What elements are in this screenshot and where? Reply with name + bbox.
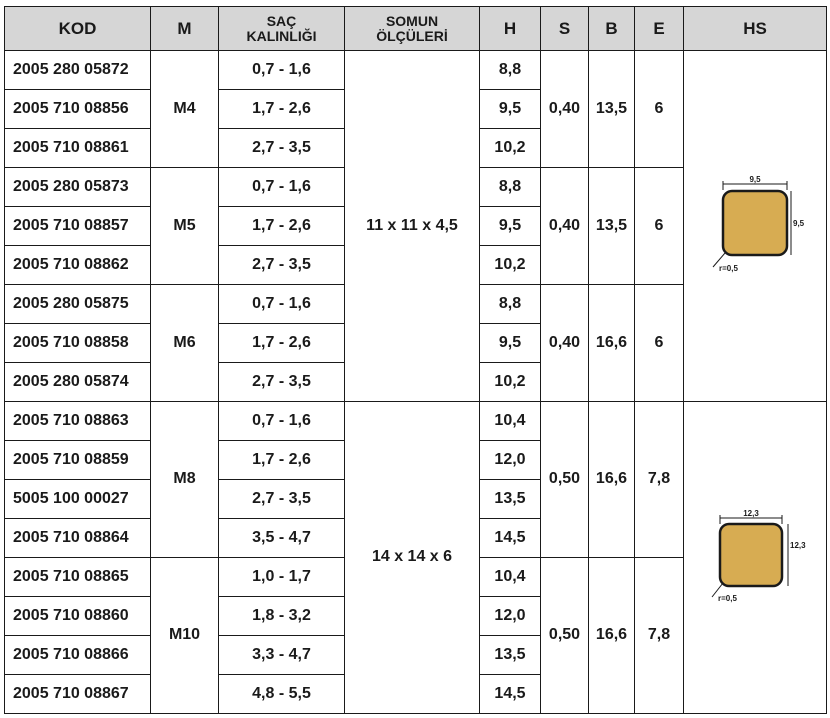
h-cell: 14,5 (480, 675, 541, 714)
hs-cell (684, 51, 827, 402)
e-cell: 7,8 (635, 558, 684, 714)
header-kod: KOD (5, 7, 151, 51)
hs-profile-large-figure (706, 508, 806, 605)
m-cell: M6 (151, 285, 219, 402)
kod-cell: 2005 710 08867 (5, 675, 151, 714)
sac-cell: 1,7 - 2,6 (219, 90, 345, 129)
hs-small-nut-square (723, 191, 787, 255)
h-cell: 10,2 (480, 363, 541, 402)
header-somun-line1: SOMUN (385, 12, 439, 29)
b-cell: 13,5 (589, 168, 635, 285)
kod-cell: 2005 710 08864 (5, 519, 151, 558)
header-hs: HS (684, 7, 827, 51)
b-cell: 16,6 (589, 285, 635, 402)
hs-small-height-label: 9,5 (793, 219, 805, 228)
b-cell: 16,6 (589, 402, 635, 558)
h-cell: 8,8 (480, 285, 541, 324)
hs-large-radius-label: r=0,5 (718, 593, 737, 603)
header-sac-line2: KALINLIĞI (246, 27, 317, 44)
header-row (5, 7, 827, 51)
sac-cell: 0,7 - 1,6 (219, 402, 345, 441)
kod-cell: 2005 710 08866 (5, 636, 151, 675)
kod-cell: 2005 710 08859 (5, 441, 151, 480)
kod-cell: 2005 710 08865 (5, 558, 151, 597)
somun-cell: 14 x 14 x 6 (345, 402, 480, 714)
header-sac-line1: SAÇ (266, 12, 297, 29)
hs-large-width-label: 12,3 (743, 508, 759, 518)
header-somun-line2: ÖLÇÜLERİ (376, 27, 448, 44)
kod-cell: 2005 710 08862 (5, 246, 151, 285)
sac-cell: 1,8 - 3,2 (219, 597, 345, 636)
m-cell: M4 (151, 51, 219, 168)
kod-cell: 2005 710 08858 (5, 324, 151, 363)
h-cell: 10,2 (480, 129, 541, 168)
e-cell: 6 (635, 285, 684, 402)
kod-cell: 2005 710 08860 (5, 597, 151, 636)
b-cell: 13,5 (589, 51, 635, 168)
hs-small-radius-label: r=0,5 (719, 264, 738, 273)
h-cell: 10,2 (480, 246, 541, 285)
sac-cell: 1,0 - 1,7 (219, 558, 345, 597)
e-cell: 7,8 (635, 402, 684, 558)
h-cell: 12,0 (480, 441, 541, 480)
kod-cell: 2005 280 05874 (5, 363, 151, 402)
header-somun-olculeri (345, 7, 480, 51)
header-m: M (151, 7, 219, 51)
h-cell: 9,5 (480, 324, 541, 363)
h-cell: 8,8 (480, 51, 541, 90)
s-cell: 0,50 (541, 558, 589, 714)
s-cell: 0,50 (541, 402, 589, 558)
kod-cell: 2005 710 08863 (5, 402, 151, 441)
kod-cell: 2005 710 08861 (5, 129, 151, 168)
b-cell: 16,6 (589, 558, 635, 714)
h-cell: 12,0 (480, 597, 541, 636)
kod-cell: 2005 710 08856 (5, 90, 151, 129)
sac-cell: 2,7 - 3,5 (219, 363, 345, 402)
header-b: B (589, 7, 635, 51)
header-sac-kalinligi (219, 7, 345, 51)
s-cell: 0,40 (541, 168, 589, 285)
table-row (5, 51, 827, 90)
sac-cell: 1,7 - 2,6 (219, 207, 345, 246)
s-cell: 0,40 (541, 51, 589, 168)
h-cell: 13,5 (480, 636, 541, 675)
s-cell: 0,40 (541, 285, 589, 402)
header-s: S (541, 7, 589, 51)
kod-cell: 2005 280 05875 (5, 285, 151, 324)
hs-cell (684, 402, 827, 714)
hs-large-nut-square (720, 524, 782, 586)
h-cell: 14,5 (480, 519, 541, 558)
h-cell: 8,8 (480, 168, 541, 207)
sac-cell: 3,5 - 4,7 (219, 519, 345, 558)
sac-cell: 1,7 - 2,6 (219, 441, 345, 480)
table-row (5, 402, 827, 441)
h-cell: 13,5 (480, 480, 541, 519)
kod-cell: 2005 280 05873 (5, 168, 151, 207)
hs-large-height-label: 12,3 (790, 540, 806, 550)
e-cell: 6 (635, 168, 684, 285)
sac-cell: 0,7 - 1,6 (219, 285, 345, 324)
h-cell: 9,5 (480, 207, 541, 246)
sac-cell: 3,3 - 4,7 (219, 636, 345, 675)
sac-cell: 4,8 - 5,5 (219, 675, 345, 714)
h-cell: 10,4 (480, 558, 541, 597)
sac-cell: 0,7 - 1,6 (219, 168, 345, 207)
m-cell: M5 (151, 168, 219, 285)
kod-cell: 5005 100 00027 (5, 480, 151, 519)
spec-table (4, 6, 827, 714)
header-e: E (635, 7, 684, 51)
h-cell: 10,4 (480, 402, 541, 441)
sac-cell: 2,7 - 3,5 (219, 129, 345, 168)
sac-cell: 0,7 - 1,6 (219, 51, 345, 90)
kod-cell: 2005 710 08857 (5, 207, 151, 246)
e-cell: 6 (635, 51, 684, 168)
sac-cell: 2,7 - 3,5 (219, 246, 345, 285)
m-cell: M10 (151, 558, 219, 714)
hs-profile-small-figure (709, 175, 805, 273)
hs-small-width-label: 9,5 (749, 175, 761, 184)
sac-cell: 1,7 - 2,6 (219, 324, 345, 363)
header-h: H (480, 7, 541, 51)
somun-cell: 11 x 11 x 4,5 (345, 51, 480, 402)
h-cell: 9,5 (480, 90, 541, 129)
kod-cell: 2005 280 05872 (5, 51, 151, 90)
m-cell: M8 (151, 402, 219, 558)
sac-cell: 2,7 - 3,5 (219, 480, 345, 519)
